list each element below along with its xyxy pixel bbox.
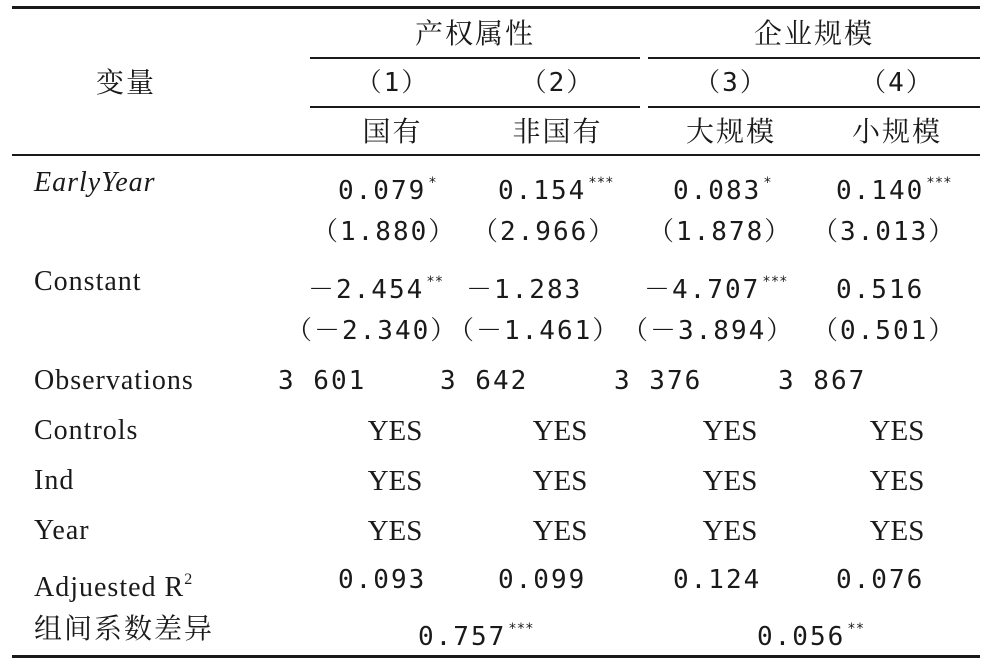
col-number-4: （4）: [860, 68, 934, 98]
cell-earlyyear-4: 0.140 ***: [836, 175, 952, 206]
col-number-3: （3）: [694, 68, 768, 98]
col-number-1: （1）: [355, 68, 430, 98]
cell-ind-3: YES: [702, 465, 758, 497]
cell-group-diff-ownership: 0.757 ***: [418, 621, 534, 652]
row-label-controls: Controls: [34, 415, 139, 446]
cell-observations-1: 3 601: [278, 366, 367, 396]
cell-year-1: YES: [367, 515, 423, 547]
cell-observations-4: 3 867: [778, 366, 867, 396]
col-name-1: 国有: [362, 115, 423, 148]
row-label-earlyyear: EarlyYear: [34, 167, 156, 198]
col-number-2: （2）: [520, 68, 595, 98]
cell-earlyyear-2: 0.154 ***: [498, 175, 614, 206]
cell-earlyyear-3: 0.083 *: [673, 175, 772, 206]
cell-controls-3: YES: [702, 415, 758, 447]
group-header-size: 企业规模: [753, 17, 874, 50]
cell-constant-t-4: （0.501）: [812, 316, 957, 346]
col-name-2: 非国有: [512, 115, 603, 148]
group-header-ownership: 产权属性: [414, 17, 535, 50]
cell-earlyyear-1: 0.079 *: [338, 175, 437, 206]
col-name-3: 大规模: [685, 115, 776, 148]
cell-adj-r2-4: 0.076: [836, 565, 925, 595]
cell-adj-r2-3: 0.124: [673, 565, 762, 595]
cell-constant-2: －1.283: [466, 275, 583, 305]
row-label-year: Year: [34, 515, 90, 546]
row-label-adjusted-r2: Adjuested $R^2$: [34, 571, 194, 603]
cell-constant-4: 0.516: [836, 275, 925, 305]
cell-ind-1: YES: [367, 465, 423, 497]
row-label-group-diff: 组间系数差异: [34, 612, 215, 645]
cell-adj-r2-1: 0.093: [338, 565, 427, 595]
cell-constant-t-2: （－1.461）: [448, 316, 621, 346]
cell-earlyyear-t-2: （2.966）: [472, 217, 617, 247]
cell-controls-1: YES: [367, 415, 423, 447]
cell-year-4: YES: [869, 515, 925, 547]
cell-ind-2: YES: [532, 465, 588, 497]
table-bottom-rule: [12, 655, 980, 658]
row-label-constant: Constant: [34, 266, 142, 297]
cell-controls-2: YES: [532, 415, 588, 447]
cell-constant-t-1: （－2.340）: [286, 316, 459, 346]
cell-ind-4: YES: [869, 465, 925, 497]
cell-adj-r2-2: 0.099: [498, 565, 587, 595]
cell-constant-3: －4.707 ***: [644, 274, 788, 305]
col-name-4: 小规模: [851, 115, 942, 148]
stub-header: 变量: [96, 66, 157, 99]
cell-earlyyear-t-1: （1.880）: [312, 217, 457, 247]
cell-observations-2: 3 642: [440, 366, 529, 396]
cell-constant-1: －2.454 **: [308, 274, 444, 305]
cell-year-2: YES: [532, 515, 588, 547]
row-label-observations: Observations: [34, 365, 194, 396]
cell-constant-t-3: （－3.894）: [622, 316, 795, 346]
cell-observations-3: 3 376: [614, 366, 703, 396]
cell-group-diff-size: 0.056 **: [757, 621, 865, 652]
cell-year-3: YES: [702, 515, 758, 547]
cell-earlyyear-t-3: （1.878）: [648, 217, 793, 247]
cell-earlyyear-t-4: （3.013）: [812, 217, 957, 247]
row-label-ind: Ind: [34, 465, 75, 496]
cell-controls-4: YES: [869, 415, 925, 447]
